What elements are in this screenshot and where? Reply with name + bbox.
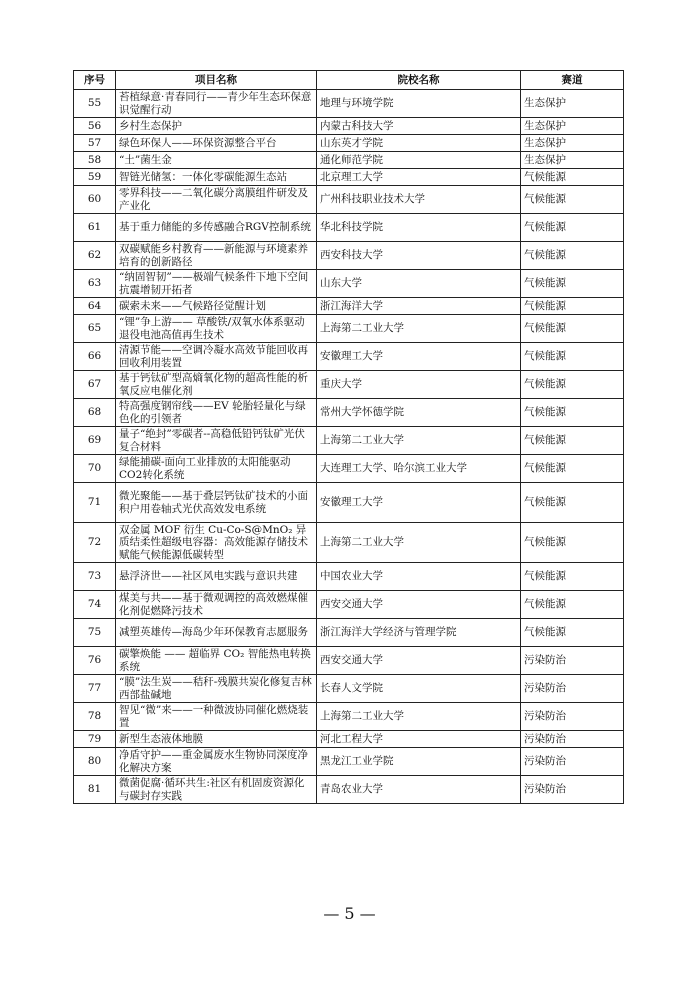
cell-school: 浙江海洋大学: [317, 298, 521, 315]
table-row: [74, 399, 624, 427]
page-number: — 5 —: [323, 904, 376, 923]
cell-school: 安徽理工大学: [317, 483, 521, 523]
cell-school: 地理与环境学院: [317, 90, 521, 118]
header-track: 赛道: [521, 71, 624, 90]
cell-school: 上海第二工业大学: [317, 427, 521, 455]
cell-track: 污染防治: [521, 703, 624, 731]
cell-project: 零界科技——二氧化碳分离膜组件研发及产业化: [116, 186, 317, 214]
cell-no: 60: [74, 186, 116, 214]
cell-school: 浙江海洋大学经济与管理学院: [317, 619, 521, 647]
table-row: [74, 427, 624, 455]
cell-project: 碳索未来——气候路径觉醒计划: [116, 298, 317, 315]
table-row: [74, 731, 624, 748]
cell-track: 气候能源: [521, 591, 624, 619]
cell-track: 气候能源: [521, 298, 624, 315]
cell-no: 61: [74, 214, 116, 242]
cell-project: 碳擎焕能 —— 超临界 CO₂ 智能热电转换系统: [116, 647, 317, 675]
cell-track: 生态保护: [521, 152, 624, 169]
table-header-row: [74, 71, 624, 90]
cell-no: 56: [74, 118, 116, 135]
cell-project: 微菌促腐·循环共生:社区有机固废资源化与碳封存实践: [116, 776, 317, 804]
cell-school: 河北工程大学: [317, 731, 521, 748]
cell-no: 65: [74, 315, 116, 343]
cell-project: “土”菌生金: [116, 152, 317, 169]
table-row: [74, 483, 624, 523]
cell-project: 微光聚能——基于叠层钙钛矿技术的小面积户用卷轴式光伏高效发电系统: [116, 483, 317, 523]
cell-track: 生态保护: [521, 135, 624, 152]
cell-project: 特高强度钢帘线——EV 轮胎轻量化与绿色化的引领者: [116, 399, 317, 427]
cell-school: 华北科技学院: [317, 214, 521, 242]
cell-project: 减塑英雄传—海岛少年环保教育志愿服务: [116, 619, 317, 647]
cell-school: 山东大学: [317, 270, 521, 298]
table-row: [74, 647, 624, 675]
cell-no: 73: [74, 563, 116, 591]
cell-no: 59: [74, 169, 116, 186]
cell-project: 智链光储氢：一体化零碳能源生态站: [116, 169, 317, 186]
cell-school: 西安交通大学: [317, 647, 521, 675]
cell-no: 71: [74, 483, 116, 523]
cell-track: 气候能源: [521, 315, 624, 343]
cell-school: 上海第二工业大学: [317, 703, 521, 731]
cell-school: 重庆大学: [317, 371, 521, 399]
cell-project: “锂”争上游—— 草酸铁/双氧水体系驱动退役电池高值再生技术: [116, 315, 317, 343]
cell-track: 污染防治: [521, 776, 624, 804]
cell-school: 大连理工大学、哈尔滨工业大学: [317, 455, 521, 483]
cell-project: 悬浮济世——社区风电实践与意识共建: [116, 563, 317, 591]
cell-track: 气候能源: [521, 563, 624, 591]
header-school: 院校名称: [317, 71, 521, 90]
table-row: [74, 169, 624, 186]
table-row: [74, 315, 624, 343]
cell-no: 79: [74, 731, 116, 748]
cell-no: 62: [74, 242, 116, 270]
cell-track: 生态保护: [521, 90, 624, 118]
table-row: [74, 591, 624, 619]
cell-school: 通化师范学院: [317, 152, 521, 169]
cell-school: 青岛农业大学: [317, 776, 521, 804]
cell-school: 上海第二工业大学: [317, 315, 521, 343]
cell-school: 广州科技职业技术大学: [317, 186, 521, 214]
cell-track: 气候能源: [521, 371, 624, 399]
cell-project: 双碳赋能乡村教育——新能源与环境素养培育的创新路径: [116, 242, 317, 270]
table-row: [74, 214, 624, 242]
cell-school: 西安交通大学: [317, 591, 521, 619]
table-row: [74, 619, 624, 647]
cell-track: 污染防治: [521, 675, 624, 703]
cell-project: 乡村生态保护: [116, 118, 317, 135]
header-no: 序号: [74, 71, 116, 90]
cell-track: 污染防治: [521, 647, 624, 675]
cell-track: 气候能源: [521, 455, 624, 483]
cell-project: 智见“微”来——一种微波协同催化燃烧装置: [116, 703, 317, 731]
cell-project: 双金属 MOF 衍生 Cu-Co-S@MnO₂ 异质结柔性超级电容器：高效能源存储技术赋能气候能源低碳转型: [116, 523, 317, 563]
cell-no: 78: [74, 703, 116, 731]
table-body: [74, 90, 624, 804]
cell-no: 69: [74, 427, 116, 455]
cell-project: 绿色环保人——环保资源整合平台: [116, 135, 317, 152]
cell-project: 煤美与共——基于微观调控的高效燃煤催化剂促燃降污技术: [116, 591, 317, 619]
cell-project: 绿能捕碳-面向工业排放的太阳能驱动CO2转化系统: [116, 455, 317, 483]
cell-track: 气候能源: [521, 214, 624, 242]
cell-school: 山东英才学院: [317, 135, 521, 152]
cell-school: 中国农业大学: [317, 563, 521, 591]
cell-project: 基于钙钛矿型高熵氧化物的超高性能的析氧反应电催化剂: [116, 371, 317, 399]
cell-project: 量子“绝封”零碳者--高稳低铅钙钛矿光伏复合材料: [116, 427, 317, 455]
cell-track: 气候能源: [521, 619, 624, 647]
table-row: [74, 455, 624, 483]
cell-no: 81: [74, 776, 116, 804]
cell-no: 80: [74, 748, 116, 776]
cell-no: 66: [74, 343, 116, 371]
project-table: [73, 70, 624, 804]
cell-track: 生态保护: [521, 118, 624, 135]
cell-no: 77: [74, 675, 116, 703]
cell-no: 68: [74, 399, 116, 427]
table-row: [74, 90, 624, 118]
table-row: [74, 563, 624, 591]
cell-school: 内蒙古科技大学: [317, 118, 521, 135]
table-row: [74, 703, 624, 731]
cell-project: “纳固智韧”——极端气候条件下地下空间抗震增韧开拓者: [116, 270, 317, 298]
cell-project: “膜”法生炭——秸秆-残膜共炭化修复吉林 西部盐碱地: [116, 675, 317, 703]
cell-project: 净盾守护——重金属废水生物协同深度净化解决方案: [116, 748, 317, 776]
cell-project: 清源节能——空调冷凝水高效节能回收再回收利用装置: [116, 343, 317, 371]
header-project: 项目名称: [116, 71, 317, 90]
cell-no: 70: [74, 455, 116, 483]
table-row: [74, 270, 624, 298]
cell-no: 74: [74, 591, 116, 619]
cell-school: 西安科技大学: [317, 242, 521, 270]
cell-project: 新型生态液体地膜: [116, 731, 317, 748]
table-row: [74, 118, 624, 135]
table-row: [74, 135, 624, 152]
cell-no: 57: [74, 135, 116, 152]
table-row: [74, 242, 624, 270]
table-row: [74, 186, 624, 214]
cell-track: 气候能源: [521, 399, 624, 427]
cell-no: 75: [74, 619, 116, 647]
cell-school: 黑龙江工业学院: [317, 748, 521, 776]
cell-track: 气候能源: [521, 343, 624, 371]
cell-track: 气候能源: [521, 483, 624, 523]
cell-project: 苔植绿意·青春同行——青少年生态环保意识觉醒行动: [116, 90, 317, 118]
cell-school: 北京理工大学: [317, 169, 521, 186]
table-row: [74, 298, 624, 315]
table-row: [74, 152, 624, 169]
cell-no: 64: [74, 298, 116, 315]
cell-track: 污染防治: [521, 731, 624, 748]
cell-track: 气候能源: [521, 242, 624, 270]
table-row: [74, 343, 624, 371]
cell-track: 气候能源: [521, 186, 624, 214]
table-row: [74, 776, 624, 804]
cell-track: 污染防治: [521, 748, 624, 776]
cell-track: 气候能源: [521, 427, 624, 455]
cell-track: 气候能源: [521, 523, 624, 563]
cell-no: 67: [74, 371, 116, 399]
cell-no: 63: [74, 270, 116, 298]
cell-no: 55: [74, 90, 116, 118]
table-row: [74, 748, 624, 776]
cell-school: 常州大学怀德学院: [317, 399, 521, 427]
cell-no: 76: [74, 647, 116, 675]
cell-school: 上海第二工业大学: [317, 523, 521, 563]
cell-project: 基于重力储能的多传感融合RGV控制系统: [116, 214, 317, 242]
cell-track: 气候能源: [521, 169, 624, 186]
cell-no: 58: [74, 152, 116, 169]
table-row: [74, 675, 624, 703]
cell-no: 72: [74, 523, 116, 563]
cell-school: 长春人文学院: [317, 675, 521, 703]
cell-school: 安徽理工大学: [317, 343, 521, 371]
table-row: [74, 523, 624, 563]
table-row: [74, 371, 624, 399]
cell-track: 气候能源: [521, 270, 624, 298]
